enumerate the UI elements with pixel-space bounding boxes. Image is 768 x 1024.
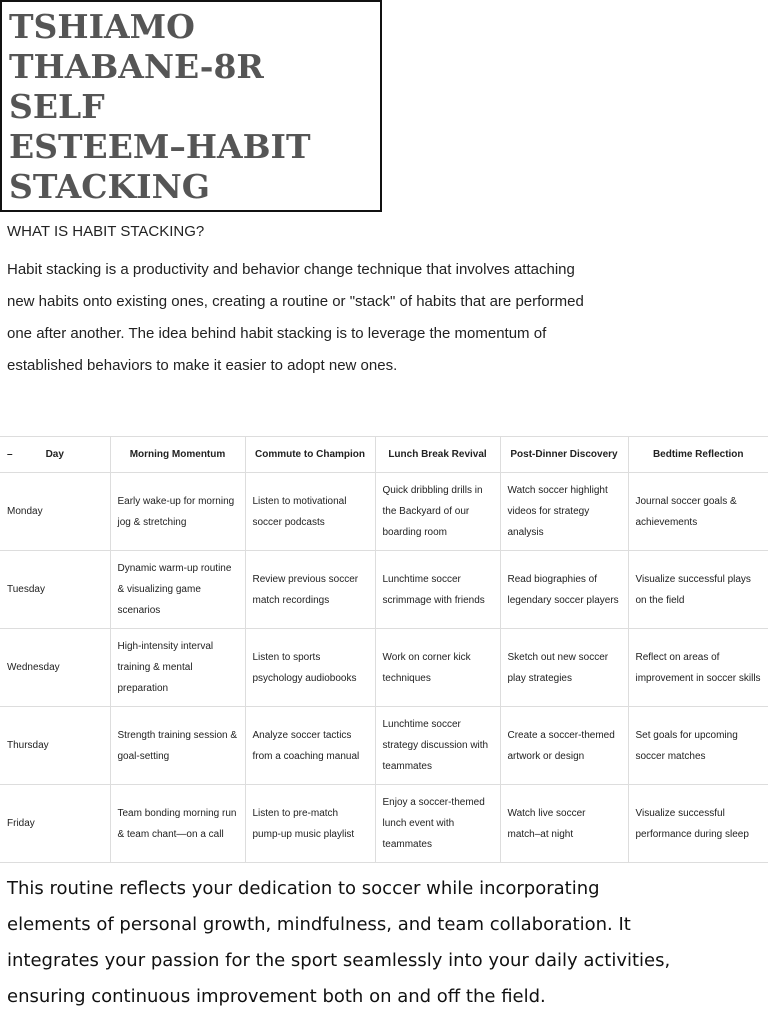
title-line: THABANE-8R <box>9 47 264 86</box>
day-cell: Monday <box>0 473 110 551</box>
header-lunch-break-revival: Lunch Break Revival <box>375 437 500 473</box>
outro-paragraph <box>7 871 757 1015</box>
outro-line: ensuring continuous improvement both on and off the field. <box>7 986 546 1007</box>
header-morning-momentum: Morning Momentum <box>110 437 245 473</box>
table-cell: Visualize successful plays on the field <box>628 551 768 629</box>
table-header-row <box>0 437 768 473</box>
title-box <box>0 0 382 212</box>
header-day <box>0 437 110 473</box>
header-bedtime-reflection: Bedtime Reflection <box>628 437 768 473</box>
table-cell: Lunchtime soccer scrimmage with friends <box>375 551 500 629</box>
table-row <box>0 551 768 629</box>
table-cell: Review previous soccer match recordings <box>245 551 375 629</box>
title-line: STACKING <box>9 167 210 206</box>
table-cell: Lunchtime soccer strategy discussion with teammates <box>375 707 500 785</box>
outro-line: This routine reflects your dedication to soccer while incorporating <box>7 878 600 899</box>
section-heading: WHAT IS HABIT STACKING? <box>7 223 205 240</box>
table-cell: Listen to motivational soccer podcasts <box>245 473 375 551</box>
table-cell: Set goals for upcoming soccer matches <box>628 707 768 785</box>
table-cell: Team bonding morning run & team chant—on a call <box>110 785 245 863</box>
table-cell: Journal soccer goals & achievements <box>628 473 768 551</box>
table-cell: Create a soccer-themed artwork or design <box>500 707 628 785</box>
intro-line: established behaviors to make it easier to adopt new ones. <box>7 357 398 374</box>
title-line: TSHIAMO <box>9 7 195 46</box>
header-day-label: Day <box>45 449 64 460</box>
header-post-dinner-discovery: Post-Dinner Discovery <box>500 437 628 473</box>
table-row <box>0 707 768 785</box>
table-cell: Work on corner kick techniques <box>375 629 500 707</box>
table-row <box>0 785 768 863</box>
table-cell: Watch soccer highlight videos for strategy analysis <box>500 473 628 551</box>
table-cell: Strength training session & goal-setting <box>110 707 245 785</box>
intro-line: Habit stacking is a productivity and behavior change technique that involves attaching <box>7 261 575 278</box>
outro-line: integrates your passion for the sport seamlessly into your daily activities, <box>7 950 671 971</box>
table-cell: Analyze soccer tactics from a coaching manual <box>245 707 375 785</box>
table-cell: Visualize successful performance during sleep <box>628 785 768 863</box>
day-cell: Wednesday <box>0 629 110 707</box>
day-cell: Thursday <box>0 707 110 785</box>
table-cell: Listen to sports psychology audiobooks <box>245 629 375 707</box>
intro-paragraph <box>7 254 617 382</box>
intro-line: new habits onto existing ones, creating a routine or "stack" of habits that are performed <box>7 293 584 310</box>
table-cell: Early wake-up for morning jog & stretching <box>110 473 245 551</box>
day-dash: – <box>7 449 13 460</box>
habit-schedule-table <box>0 436 768 863</box>
table-cell: Enjoy a soccer-themed lunch event with teammates <box>375 785 500 863</box>
table-cell: Sketch out new soccer play strategies <box>500 629 628 707</box>
table-row <box>0 629 768 707</box>
outro-line: elements of personal growth, mindfulness, and team collaboration. It <box>7 914 631 935</box>
title-line: SELF <box>9 87 105 126</box>
day-cell: Tuesday <box>0 551 110 629</box>
table-row <box>0 473 768 551</box>
title-line: ESTEEM–HABIT <box>9 127 311 166</box>
header-commute-to-champion: Commute to Champion <box>245 437 375 473</box>
table-cell: Dynamic warm-up routine & visualizing game scenarios <box>110 551 245 629</box>
table-cell: Reflect on areas of improvement in soccer skills <box>628 629 768 707</box>
table-cell: Listen to pre-match pump-up music playlist <box>245 785 375 863</box>
intro-line: one after another. The idea behind habit stacking is to leverage the momentum of <box>7 325 547 342</box>
table-cell: Watch live soccer match–at night <box>500 785 628 863</box>
table-cell: Read biographies of legendary soccer players <box>500 551 628 629</box>
table-cell: High-intensity interval training & mental preparation <box>110 629 245 707</box>
day-cell: Friday <box>0 785 110 863</box>
table-cell: Quick dribbling drills in the Backyard of our boarding room <box>375 473 500 551</box>
